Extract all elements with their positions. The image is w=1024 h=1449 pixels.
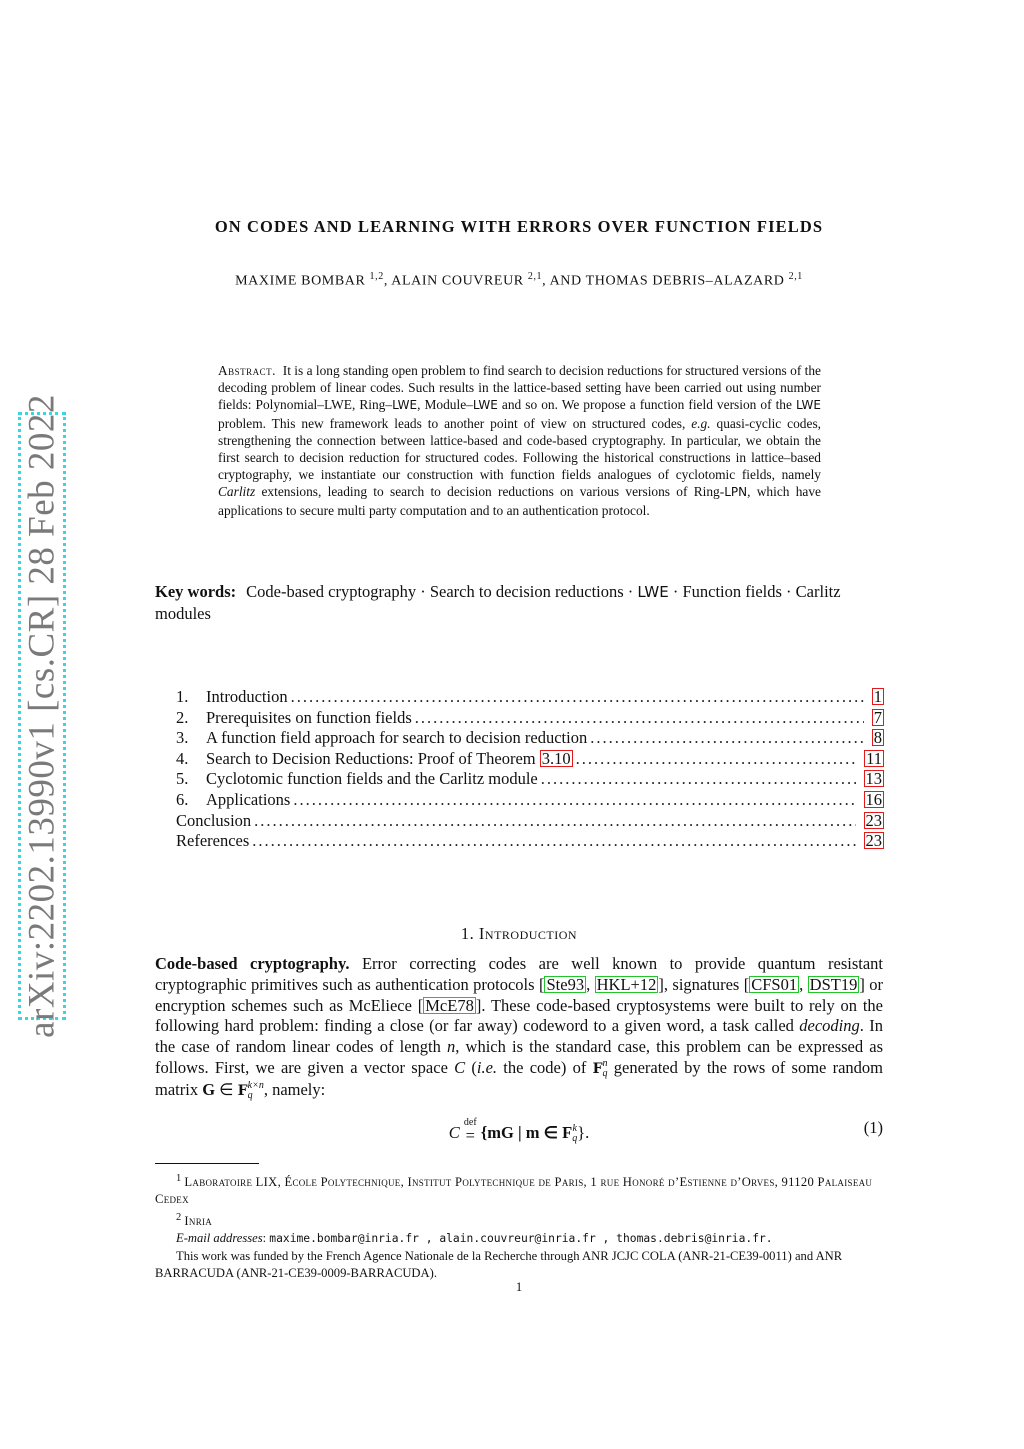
toc-entry-introduction[interactable] (176, 687, 884, 708)
citation-link[interactable]: CFS01 (751, 974, 798, 994)
email-list[interactable]: maxime.bombar@inria.fr , alain.couvreur@inria.fr , thomas.debris@inria.fr. (269, 1232, 773, 1246)
table-of-contents (176, 687, 884, 852)
math-code-symbol: C (448, 1122, 460, 1142)
toc-entry-prerequisites[interactable] (176, 708, 884, 729)
abstract-text: It is a long standing open problem to find search to decision reductions for structured versions of the decoding problem of linear codes. Such results in the lattice-based setting have been carried out using number fields: Polynomial–LWE, Ring– (218, 363, 821, 413)
abstract (218, 362, 821, 519)
math-field-fqkn: F k×n q (237, 1080, 264, 1101)
toc-number: 5. (176, 769, 189, 789)
abstract-emphasis: e.g. (691, 415, 711, 431)
section-title: Introduction (478, 924, 578, 943)
introduction-paragraph (155, 954, 883, 1102)
funding-note (155, 1248, 883, 1283)
footnote-marker: 2 (176, 1211, 182, 1223)
lwe-term: LWE (472, 398, 498, 413)
email-addresses: E-mail addresses: maxime.bombar@inria.fr , alain.couvreur@inria.fr , thomas.debris@inria.fr. (176, 1231, 773, 1246)
abstract-text: and so on. We propose a function field version of the (497, 397, 796, 413)
arxiv-identifier-stamp[interactable] (18, 394, 66, 1038)
math-superscript: k (247, 1080, 253, 1091)
toc-page-link[interactable]: 11 (866, 748, 882, 768)
toc-title-text: Search to Decision Reductions: Proof of Theorem (206, 748, 540, 768)
footnote-2 (155, 1209, 883, 1230)
abstract-emphasis: Carlitz (218, 484, 256, 500)
toc-number: 3. (176, 728, 189, 748)
toc-title: References (176, 831, 250, 851)
body-text: ], signatures [ (658, 974, 750, 994)
citation-link[interactable]: McE78 (425, 995, 474, 1015)
keywords-text: Code-based cryptography · Search to decision reductions · (246, 582, 638, 601)
math-def-label: def (463, 1117, 477, 1128)
author-affiliation: 1,2 (369, 271, 384, 282)
math-superscript: n (602, 1058, 608, 1070)
toc-entry-conclusion[interactable] (176, 811, 884, 832)
toc-leader-dots (293, 790, 855, 810)
toc-leader-dots (590, 728, 864, 748)
toc-leader-dots (252, 831, 855, 851)
body-text: , namely: (263, 1079, 326, 1099)
author-name: THOMAS DEBRIS–ALAZARD (585, 273, 785, 289)
toc-title: A function field approach for search to decision reduction (206, 728, 588, 748)
keywords-label: Key words: (155, 582, 237, 601)
lwe-term: LWE (392, 398, 418, 413)
toc-leader-dots (254, 811, 855, 831)
math-set-close: }. (577, 1122, 590, 1142)
author-name: MAXIME BOMBAR (235, 273, 366, 289)
toc-page-link[interactable]: 8 (873, 728, 882, 748)
body-text: ∈ (215, 1079, 238, 1099)
email-label: E-mail addresses (176, 1231, 263, 1246)
toc-title: Applications (206, 789, 291, 809)
toc-number: 4. (176, 748, 189, 768)
equation-body (155, 1118, 883, 1144)
body-text: , which is the standard case, this problem can be expressed as follows. First, we are given a vector space (155, 1037, 884, 1077)
math-code-symbol: C (454, 1057, 466, 1077)
toc-page-link[interactable]: 23 (865, 831, 882, 851)
keywords (155, 581, 883, 624)
footnote-text: Laboratoire LIX, École Polytechnique, Institut Polytechnique de Paris, 1 rue Honoré d’Estienne d’Orves, 91120 Palaiseau Cedex (155, 1175, 873, 1207)
abstract-text: extensions, leading to search to decision reductions on various versions of Ring- (255, 484, 725, 500)
funding-text: This work was funded by the French Agence Nationale de la Recherche through ANR JCJC COLA (ANR-21-CE39-0011) and ANR BARRACUDA (ANR-21-CE39-0009-BARRACUDA). (155, 1248, 843, 1280)
math-field-fqn (592, 1058, 608, 1080)
author-name: ALAIN COUVREUR (391, 273, 524, 289)
math-subscript: q (602, 1068, 608, 1080)
author-list: MAXIME BOMBAR $^{1,2}$, ALAIN COUVREUR $^{2,1}$, AND THOMAS DEBRIS–ALAZARD $^{2,1}$ (235, 271, 803, 289)
toc-leader-dots (415, 708, 864, 728)
body-text: ] or encryption schemes such as McEliece [ (155, 974, 883, 1015)
math-subscript: q (572, 1133, 578, 1144)
author-affiliation: 2,1 (527, 271, 543, 282)
abstract-text: , which have applications to secure multi party computation and to an authentication protocol. (218, 484, 822, 518)
toc-entry-applications[interactable] (176, 790, 884, 811)
math-subscript: q (247, 1090, 253, 1101)
math-variable: n (447, 1037, 456, 1057)
math-field-symbol: F (592, 1060, 603, 1077)
toc-title: Introduction (206, 687, 288, 706)
author-affiliation: 2,1 (788, 271, 803, 282)
toc-number: 6. (176, 789, 189, 809)
body-text: , (799, 974, 808, 994)
abstract-text: quasi-cyclic codes, strengthening the connection between lattice-based and code-based cryptography. In particular, we obtain the first search to decision reduction for structured codes. Following the historical constructions in lattice–based cryptography, we instantiate our construction with function fields analogues of cyclotomic fields, namely (218, 415, 821, 483)
equation-number: (1) (863, 1118, 883, 1137)
toc-page-link[interactable]: 23 (865, 810, 882, 830)
section-number: 1. (460, 924, 475, 943)
toc-title: Prerequisites on function fields (206, 707, 412, 727)
toc-leader-dots (291, 687, 864, 707)
toc-leader-dots (576, 749, 856, 769)
body-text: , (586, 974, 595, 994)
toc-page-link[interactable]: 7 (873, 707, 882, 727)
toc-number: 2. (176, 707, 189, 727)
body-text: Error correcting codes are well known to provide quantum resistant cryptographic primitives such as authentication protocols [ (155, 954, 883, 994)
lpn-term: LPN (724, 485, 748, 500)
toc-page-link[interactable]: 16 (865, 789, 882, 809)
footnote-1 (155, 1170, 883, 1209)
toc-entry-search-to-decision[interactable] (176, 749, 884, 770)
citation-link[interactable]: DST19 (809, 974, 858, 994)
toc-leader-dots (541, 769, 856, 789)
math-set-expression: {mG | m ∈ F (480, 1122, 573, 1142)
abstract-text: problem. This new framework leads to another point of view on structured codes, (218, 415, 692, 431)
lwe-term: LWE (795, 398, 821, 413)
lwe-term: LWE (637, 583, 669, 601)
math-superscript: n (258, 1080, 264, 1091)
body-text: ]. These code-based cryptosystems were built to rely on the following hard problem: finding a close (or far away) codeword to a given word, a task called (155, 995, 883, 1036)
paragraph-lead: Code-based cryptography. (155, 954, 350, 973)
keywords-text: · Function fields · Carlitz modules (155, 582, 841, 623)
body-text: the code) of (497, 1057, 593, 1077)
toc-page-link[interactable]: 1 (873, 687, 882, 706)
math-field-symbol: F (237, 1082, 248, 1099)
math-matrix: G (202, 1079, 216, 1099)
footnote-text: Inria (184, 1213, 213, 1228)
page-number: 1 (515, 1280, 523, 1294)
emphasis: decoding (799, 1016, 860, 1036)
toc-number: 1. (176, 687, 189, 706)
abstract-text: , Module– (417, 397, 473, 413)
toc-entry-function-field-approach[interactable] (176, 728, 884, 749)
toc-entry-references[interactable] (176, 831, 884, 852)
math-equals: = (465, 1126, 475, 1145)
body-text: generated by the rows of some random matrix (155, 1057, 884, 1099)
toc-title: Cyclotomic function fields and the Carlitz module (206, 769, 538, 789)
footnote-marker: 1 (176, 1173, 182, 1184)
body-text: . In the case of random linear codes of length (155, 1016, 884, 1057)
author-conjunction: AND (549, 273, 582, 289)
toc-title (206, 749, 573, 769)
emphasis: i.e. (476, 1057, 498, 1077)
footnote-rule (155, 1163, 259, 1164)
body-text: ( (465, 1057, 477, 1077)
paper-title: ON CODES AND LEARNING WITH ERRORS OVER FUNCTION FIELDS (214, 217, 824, 236)
citation-link[interactable]: HKL+12 (596, 974, 657, 994)
toc-title: Conclusion (176, 810, 252, 830)
section-heading (155, 924, 883, 944)
arxiv-identifier-text: arXiv:2202.13990v1 [cs.CR] 28 Feb 2022 (21, 394, 63, 1038)
theorem-reference-link[interactable]: 3.10 (541, 748, 571, 768)
footnotes (155, 1170, 883, 1282)
toc-page-link[interactable]: 13 (865, 769, 882, 789)
math-superscript: k (572, 1123, 577, 1134)
toc-entry-cyclotomic[interactable] (176, 769, 884, 790)
equation-1 (155, 1116, 883, 1145)
citation-link[interactable]: Ste93 (546, 974, 585, 994)
abstract-label: Abstract. (218, 363, 277, 378)
